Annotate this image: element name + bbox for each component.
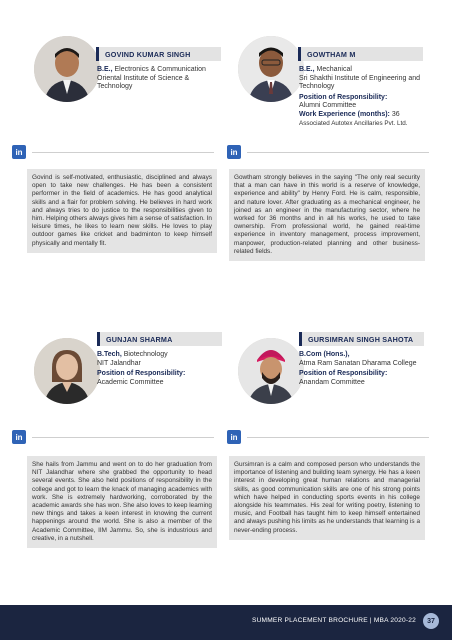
por-label: Position of Responsibility: (97, 370, 186, 378)
profile-bio-govind: Govind is self-motivated, enthusiastic, disciplined and always open to take new challenges. He has been a consistent performer in the field of academics. He has good analytical skills and a flair for problem solving. He believes in hard work and always tries to do justice to the responsibilities given to him. Helping others always gives him a sense of satisfaction. In leisure times, he likes to learn new skills. He loves to play outdoor games like cricket and badminton to keep himself physically and mentally fit. (27, 169, 217, 253)
profile-photo-gunjan (34, 338, 100, 404)
profile-photo-gursimran (238, 338, 304, 404)
profile-bio-gursimran: Gursimran is a calm and composed person who understands the importance of listening and building team synergy. He has a keen interest in developing great human relations and managerial skills, as good communication skills are one of his strong points which have helped in conducting sports events in his college alongside his teammates. His zeal for writing poetry, listening to music, and Football has taught him to keep himself entertained and always pushing his limits as he understands that learning is a never-ending process. (229, 456, 425, 540)
por-value: Academic Committee (97, 378, 164, 386)
profile-name-gunjan: GUNJAN SHARMA (97, 332, 222, 346)
degree: B.E., (299, 66, 315, 73)
por-label: Position of Responsibility: (299, 93, 388, 101)
profile-name-govind: GOVIND KUMAR SINGH (96, 47, 221, 61)
institute: NIT Jalandhar (97, 359, 141, 367)
institute: Oriental Institute of Science & Technology (97, 74, 190, 91)
institute: Atma Ram Sanatan Dharama College (299, 359, 417, 367)
profile-bio-gowtham: Gowtham strongly believes in the saying "The only real security that a man can have in this world is a reserve of knowledge, experience and ability" by Henry Ford. He is calm, responsible, and nature lover. After graduating as a mechanical engineer, he joined as an engineer in the manufacturing sector, where he worked for 36 months and in all his works, he used to take ownership. From professional world, he gained real-time experience in inventory management, process improvement, manpower, production-related planning and other business-related fields. (229, 169, 425, 261)
divider (247, 437, 429, 438)
work-exp-label: Work Experience (months): (299, 110, 390, 118)
page-number: 37 (423, 613, 439, 629)
degree: B.Tech, (97, 351, 122, 358)
profile-name-gowtham: GOWTHAM M (298, 47, 423, 61)
profile-photo-govind (34, 36, 100, 102)
linkedin-icon[interactable]: in (227, 145, 241, 159)
profile-info-gursimran (299, 351, 429, 387)
footer (0, 605, 452, 640)
degree-field: Electronics & Communication (112, 66, 206, 73)
profile-info-govind (97, 66, 222, 92)
profile-name-gursimran: GURSIMRAN SINGH SAHOTA (299, 332, 424, 346)
degree-field: Mechanical (314, 66, 352, 73)
institute: Sri Shakthi Institute of Engineering and Technology (299, 74, 421, 91)
degree: B.Com (Hons.), (299, 351, 350, 358)
profile-bio-gunjan: She hails from Jammu and went on to do her graduation from NIT Jalandhar where she grabbed the opportunity to head several events. She also held positions of responsibility in the college and got to learn the knack of managing academics with work. She is extremely hardworking, corroborated by the academic awards she has won. She also loves to keep learning new things and takes a keen interest in knowing the current happenings around the world. She is also a member of the Academic Committee, IIM Jammu. So, she is industrious and creative, in a nutshell. (27, 456, 217, 548)
degree-field: Biotechnology (121, 351, 168, 358)
linkedin-icon[interactable]: in (227, 430, 241, 444)
por-label: Position of Responsibility: (299, 370, 388, 378)
footer-text: SUMMER PLACEMENT BROCHURE | MBA 2020-22 (251, 617, 416, 624)
profile-info-gowtham (299, 66, 424, 128)
company: Associated Autotex Ancillaries Pvt. Ltd. (299, 119, 408, 127)
linkedin-icon[interactable]: in (12, 145, 26, 159)
linkedin-icon[interactable]: in (12, 430, 26, 444)
profile-info-gunjan (97, 351, 222, 387)
divider (247, 152, 429, 153)
divider (32, 437, 214, 438)
profile-photo-gowtham (238, 36, 304, 102)
degree: B.E., (97, 66, 113, 73)
por-value: Anandam Committee (299, 378, 365, 386)
por-value: Alumni Committee (299, 102, 357, 110)
work-exp-value: 36 (389, 110, 400, 118)
divider (32, 152, 214, 153)
